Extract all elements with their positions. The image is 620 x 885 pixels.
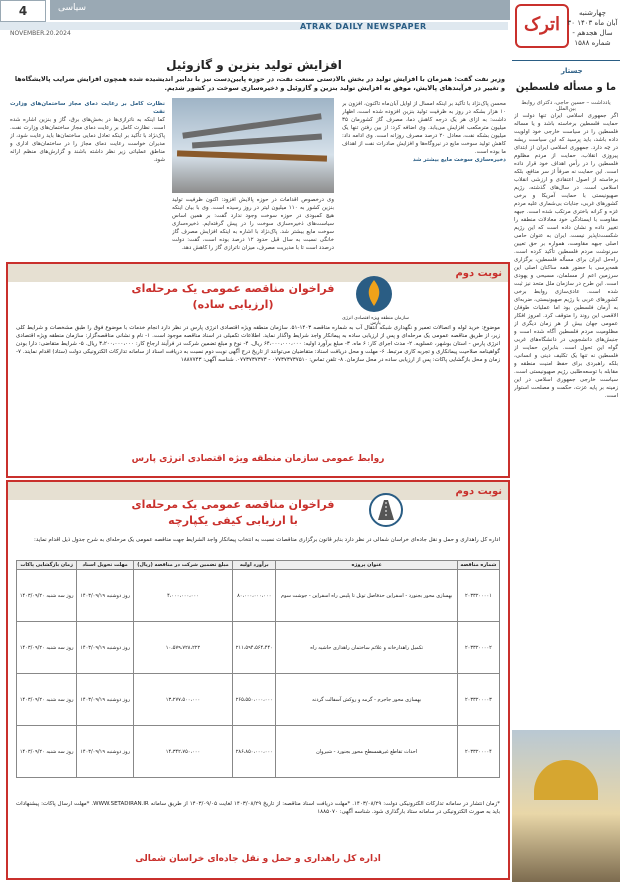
tender-ad-pars <box>6 262 510 478</box>
table-row <box>17 622 500 674</box>
pipe-shape <box>192 133 322 148</box>
table-row <box>17 570 500 622</box>
ad-title: فراخوان مناقصه عمومی یک مرحله‌ای <box>131 282 335 295</box>
sidebar-text: اگر جمهوری اسلامی ایران تنها دولت از حمایت فلسطین برخاسته باشد و یا مساله فلسطین را در سیاست خارجی خود اولویت داده باشد، باید پرسید که این سیاست ریشه در چه دارد. جمهوری اسلامی ایران از ابتدای پیروزی انقلاب، حمایت از مردم مظلوم فلسطین را در رأس اهداف خود قرار داده است. این حمایت نه صرفاً از سر منافع، بلکه برخاسته از اصول اعتقادی و ارزشی انقلاب اسلامی است. در سال‌های گذشته، رژیم صهیونیستی با حمایت آمریکا و برخی کشورهای غربی، جنایات بی‌شماری علیه مردم غزه و کرانه باختری مرتکب شده است. جبهه مقاومت با ایستادگی خود معادلات منطقه را تغییر داده و نشان داده است که این رژیم شکست‌ناپذیر نیست. ایران به عنوان حامی اصلی جبهه مقاومت، همواره بر حق تعیین سرنوشت مردم فلسطین تأکید کرده است. راه‌حل ایران برای مسأله فلسطین، برگزاری همه‌پرسی با حضور همه ساکنان اصلی این سرزمین اعم از مسلمان، مسیحی و یهودی است. این طرح در سازمان ملل متحد نیز ثبت شده است. عادی‌سازی روابط برخی کشورهای عربی با رژیم صهیونیستی، ضربه‌ای به آرمان فلسطین بود اما عملیات طوفان الاقصی این روند را متوقف کرد. امروز افکار عمومی جهان بیش از هر زمان دیگری از مظلومیت مردم فلسطین آگاه شده است و جنبش‌های دانشجویی در دانشگاه‌های غربی گواه این تحول است. بنابراین حمایت از فلسطین نه تنها یک تکلیف دینی و انسانی، بلکه راهبردی برای حفظ امنیت منطقه و مقابله با توسعه‌طلبی رژیم صهیونیستی است. سیاست خارجی جمهوری اسلامی در این زمینه بر پایه عزت، حکمت و مصلحت استوار است. <box>514 113 618 399</box>
table-cell: بهسازی محور جاجرم - گرمه و روکش آسفالت گردنه <box>276 674 457 726</box>
article-column-right <box>342 100 506 250</box>
table-header-cell: زمان بازگشایی پاکات <box>17 561 77 570</box>
ad-badge: نوبت دوم <box>455 486 502 497</box>
article-lead: وزیر نفت گفت: همزمان با افزایش تولید در بخش بالادستی صنعت نفت، در حوزه پایین‌دست نیز با تدابیر اندیشیده شده همچون افزایش ضرایب پالایشگاه‌ها و تغییر در فرآیندهای پالایش، موفق به افزایش تولید بنزین و گازوئیل و ذخیره‌سازی سوخت در کشور شدیم. <box>14 75 505 92</box>
table-header-row <box>17 561 500 570</box>
table-cell: روز دوشنبه ۱۴۰۳/۰۹/۱۹ <box>77 570 133 622</box>
table-cell: ۱۴،۳۴۲،۷۵۰،۰۰۰ <box>133 726 232 778</box>
pipe-shape <box>177 150 327 161</box>
table-header-cell: عنوان پروژه <box>276 561 457 570</box>
issue-day: چهارشنبه <box>579 9 606 17</box>
table-header-cell: برآورد اولیه <box>233 561 276 570</box>
ad-subtitle: (ارزیابی ساده) <box>192 298 274 311</box>
sidebar-section-tag <box>512 60 620 79</box>
ad-badge: نوبت دوم <box>455 268 502 279</box>
table-header-cell: شماره مناقصه <box>457 561 499 570</box>
ad-notes: *زمان انتشار در سامانه تدارکات الکترونیکی دولت: ۱۴۰۳/۰۸/۲۹. *مهلت دریافت اسناد مناقصه: از تاریخ ۱۴۰۳/۰۸/۲۹ لغایت ۱۴۰۳/۰۹/۰۵ از طریق سامانه WWW.SETADIRAN.IR. *مهلت ارسال پاکات: پیشنهادات باید به صورت الکترونیکی در سامانه ستاد بارگذاری شود. شناسه آگهی: ۱۸۸۵۰۷۰ <box>16 801 500 815</box>
ad-body: موضوع: خرید لوله و اتصالات تعمیر و نگهداری شبکه انتقال آب به شماره مناقصه ۱۴۰۳-۵۱. سازمان منطقه ویژه اقتصادی انرژی پارس در نظر دارد انجام خدمات با موضوع فوق را طبق مشخصات و شرایط کلی زیر، از طریق مناقصه عمومی یک مرحله‌ای و پس از ارزیابی ساده به پیمانکار واجد شرایط واگذار نماید. اطلاعات تکمیلی در اسناد مناقصه موجود است. ۱- نام و نشانی مناقصه‌گزار: سازمان منطقه ویژه اقتصادی انرژی پارس - استان بوشهر، عسلویه. ۲- مدت اجرای کار: ۶ ماه. ۳- مبلغ برآورد اولیه: ۶۴،۰۰۰،۰۰۰،۰۰۰ ریال. ۴- نوع و مبلغ تضمین شرکت در فرآیند ارجاع کار: ۳،۲۰۰،۰۰۰،۰۰۰ ریال. ۵- شرایط متقاضی: دارا بودن گواهینامه صلاحیت پیمانکاری و تجربه کاری مرتبط. ۶- مهلت و محل دریافت اسناد: متقاضیان می‌توانند از تاریخ درج آگهی نوبت دوم نسبت به دریافت اسناد از سامانه تدارکات الکترونیکی دولت (ستاد) اقدام نمایند. ۷- زمان و محل بازگشایی پاکات: پس از ارزیابی ساده در محل سازمان. ۸- تلفن تماس: ۰۷۷۳۷۳۷۳۷۵۱۰ - ۰۷۷۳۷۳۷۳۷۳. شناسه آگهی: ۱۸۸۷۷۴۳ <box>16 325 500 363</box>
table-cell: روز دوشنبه ۱۴۰۳/۰۹/۱۹ <box>77 674 133 726</box>
english-name: ATRAK DAILY NEWSPAPER <box>300 22 427 31</box>
page-number: 4 <box>0 0 46 22</box>
article-column-mid <box>172 196 334 256</box>
article-subhead: نظارت کامل بر رعایت دمای مجاز ساختمان‌های وزارت نفت <box>10 101 165 115</box>
article-text: محسن پاک‌نژاد با تأکید بر اینکه امسال از اوایل آبان‌ماه تاکنون، افزون بر ۱۰ هزار بشکه در روز به ظرفیت تولید بنزین افزوده شده است، اظهار داشت: به ازای هر یک درجه کاهش دما، مصرف گاز کشورمان ۳۵ میلیون مترمکعب افزایش می‌یابد. وی اضافه کرد: از بین رفتن تنها یک میلیون بشکه نفت، معادل ۲۰ درصد مصرف روزانه است. وی ادامه داد: کاهش تولید سوخت مایع در نیروگاه‌ها و افزایش صادرات نفت از اهداف ما بوده است. <box>342 101 506 155</box>
table-header-cell: مهلت تحویل اسناد <box>77 561 133 570</box>
table-cell: روز سه شنبه ۱۴۰۳/۰۹/۲۰ <box>17 622 77 674</box>
table-cell: ۱۳،۲۷۷،۵۰۰،۰۰۰ <box>133 674 232 726</box>
table-cell: احداث تقاطع غیرهمسطح محور بجنورد - شیروان <box>276 726 457 778</box>
issue-date: ۳۰ آبان ماه ۱۴۰۳ <box>567 19 618 27</box>
table-cell: ۲۰۳۳۲۰۰۰۰۱ <box>457 570 499 622</box>
table-cell: بهسازی محور بجنورد - اسفراین حدفاصل تونل تا پلیس راه اسفراین - جوشت سوم <box>276 570 457 622</box>
table-cell: ۴،۰۰۰،۰۰۰،۰۰۰ <box>133 570 232 622</box>
ad-footer: روابط عمومی سازمان منطقه ویژه اقتصادی انرژی پارس <box>131 454 385 464</box>
masthead <box>0 0 620 55</box>
article-subhead: ذخیره‌سازی سوخت مایع بیشتر شد <box>412 157 506 163</box>
dome-shape <box>534 760 598 800</box>
table-cell: تکمیل راهدارخانه و علائم ساختمان راهداری حاشیه راه <box>276 622 457 674</box>
issue-number: سال هجدهم - شماره ۱۵۸۸ <box>572 29 613 47</box>
table-cell: روز سه شنبه ۱۴۰۳/۰۹/۲۰ <box>17 570 77 622</box>
table-row <box>17 674 500 726</box>
nioc-logo-icon <box>354 274 394 314</box>
table-cell: روز دوشنبه ۱۴۰۳/۰۹/۱۹ <box>77 726 133 778</box>
ad-subtitle: با ارزیابی کیفی یکپارچه <box>168 514 298 527</box>
table-cell: ۲۰۳۳۲۰۰۰۰۲ <box>457 622 499 674</box>
masthead-strip <box>0 22 508 30</box>
al-aqsa-photo <box>512 730 620 882</box>
refinery-photo <box>172 98 334 193</box>
article-text: وی درخصوص اقدامات در حوزه پالایش افزود: اکنون ظرفیت تولید بنزین کشور به ۱۱۰ میلیون لیتر در روز رسیده است. وی با بیان اینکه هیچ کمبودی در حوزه سوخت وجود ندارد گفت: بر همین اساس سیاست‌های ذخیره‌سازی سوخت را در پیش گرفته‌ایم. ذخیره‌سازی سوخت مایع بیشتر شد. پاک‌نژاد با اشاره به اینکه افزایش مصرف گاز خانگی نسبت به سال قبل حدود ۱۲ درصد بوده است، گفت: دولت درصدد است تا با مدیریت مصرف، میزان ناترازی گاز را کاهش دهد. <box>172 197 334 251</box>
section-tag-label: جستار <box>558 67 586 75</box>
table-cell: ۱۰،۵۷۹،۷۲۸،۲۲۲ <box>133 622 232 674</box>
table-cell: ۲۰۳۳۲۰۰۰۰۴ <box>457 726 499 778</box>
table-cell: ۸۰،۰۰۰،۰۰۰،۰۰۰ <box>233 570 276 622</box>
road-authority-logo-icon <box>368 492 404 528</box>
tender-table <box>16 560 500 778</box>
table-header-cell: مبلغ تضمین شرکت در مناقصه (ریال) <box>133 561 232 570</box>
ad-header-band <box>8 264 508 282</box>
article-text: کما اینکه به ناترازی‌ها در بخش‌های برق، گاز و بنزین اشاره شده است. نظارت کامل بر رعایت دمای مجاز ساختمان‌های وزارت نفت. پاک‌نژاد با تأکید بر اینکه تعادل دمایی ساختمان‌ها باید رعایت شود، از مدیران خواست رعایت دمای مجاز را در ساختمان‌های اداری و مناطق عملیاتی زیر نظر داشته باشند و گزارش‌های منظم ارائه شود. <box>10 117 165 163</box>
ad-intro: اداره کل راهداری و حمل و نقل جاده‌ای خراسان شمالی در نظر دارد بنابر قانون برگزاری مناقصات نسبت به انتخاب پیمانکار واجد الشرایط جهت مناقصه عمومی یک مرحله‌ای به شرح جدول ذیل اقدام نماید: <box>34 537 500 543</box>
section-label: سیاسی <box>58 3 87 13</box>
table-cell: ۲۶۵،۵۵۰،۰۰۰،۰۰۰ <box>233 674 276 726</box>
table-cell: ۲۰۳۳۲۰۰۰۰۳ <box>457 674 499 726</box>
table-row <box>17 726 500 778</box>
newspaper-logo: اترک <box>515 4 569 48</box>
table-cell: روز سه شنبه ۱۴۰۳/۰۹/۲۰ <box>17 726 77 778</box>
table-cell: ۲۸۶،۸۵۰،۰۰۰،۰۰۰ <box>233 726 276 778</box>
article-headline: افزایش تولید بنزین و گازوئیل <box>166 58 342 72</box>
date-english: NOVEMBER.20.2024 <box>10 30 71 37</box>
sidebar-author: یادداشت – حسین حاجی، دکترای روابط بین‌الملل <box>521 100 611 112</box>
ad-footer: اداره کل راهداری و حمل و نقل جاده‌ای خراسان شمالی <box>135 854 381 864</box>
sidebar-title: ما و مسأله فلسطین <box>515 82 617 93</box>
tender-ad-khorasan <box>6 480 510 880</box>
ad-title: فراخوان مناقصه عمومی یک مرحله‌ای <box>131 498 335 511</box>
table-cell: روز دوشنبه ۱۴۰۳/۰۹/۱۹ <box>77 622 133 674</box>
ad-org-small: سازمان منطقه ویژه اقتصادی انرژی پارس <box>342 316 409 326</box>
table-cell: ۲۱۱،۵۹۴،۵۶۴،۴۴۰ <box>233 622 276 674</box>
article-column-left <box>10 100 165 255</box>
sidebar-column <box>512 60 620 885</box>
table-cell: روز سه شنبه ۱۴۰۳/۰۹/۲۰ <box>17 674 77 726</box>
issue-date-block <box>565 8 620 48</box>
